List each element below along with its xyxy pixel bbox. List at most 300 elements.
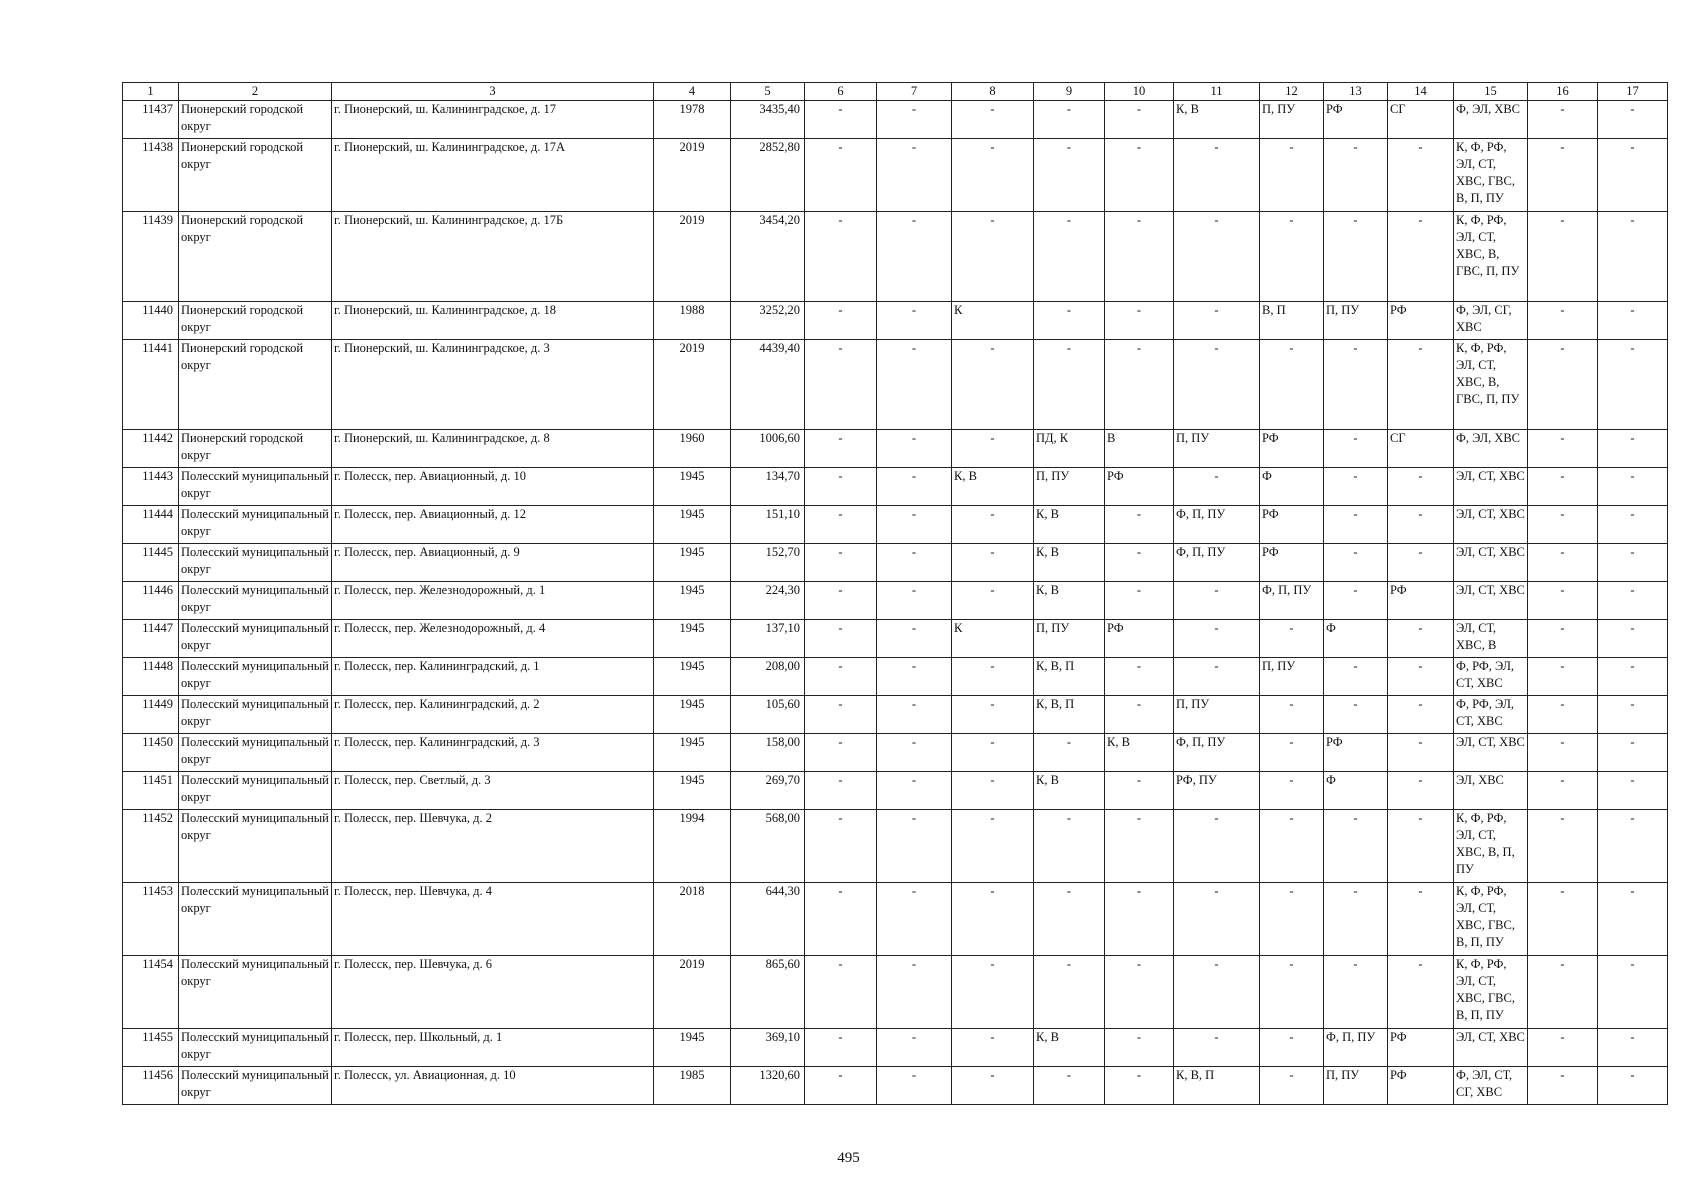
cell-col-17: - — [1598, 1067, 1668, 1105]
cell-col-15: ЭЛ, СТ, ХВС — [1454, 582, 1528, 620]
cell-col-15: ЭЛ, СТ, ХВС — [1454, 544, 1528, 582]
cell-col-13: - — [1324, 212, 1388, 302]
cell-year: 1945 — [654, 772, 731, 810]
cell-col-7: - — [877, 810, 952, 883]
cell-address: г. Полесск, пер. Авиационный, д. 9 — [332, 544, 654, 582]
cell-record-id: 11439 — [123, 212, 179, 302]
table-row — [123, 956, 1668, 1029]
cell-col-12: Ф, П, ПУ — [1260, 582, 1324, 620]
cell-address: г. Полесск, пер. Шевчука, д. 6 — [332, 956, 654, 1029]
column-header-5: 5 — [731, 83, 805, 101]
column-header-3: 3 — [332, 83, 654, 101]
cell-col-14: - — [1388, 544, 1454, 582]
cell-municipality: Полесский муниципальный округ — [179, 620, 332, 658]
cell-col-13: - — [1324, 139, 1388, 212]
cell-col-9: К, В — [1034, 582, 1105, 620]
cell-col-10: - — [1105, 544, 1174, 582]
cell-municipality: Полесский муниципальный округ — [179, 1029, 332, 1067]
cell-col-14: - — [1388, 139, 1454, 212]
cell-record-id: 11451 — [123, 772, 179, 810]
cell-col-7: - — [877, 212, 952, 302]
cell-col-13: - — [1324, 956, 1388, 1029]
cell-col-15: Ф, РФ, ЭЛ, СТ, ХВС — [1454, 658, 1528, 696]
cell-col-6: - — [805, 734, 877, 772]
cell-year: 1945 — [654, 658, 731, 696]
cell-area: 3454,20 — [731, 212, 805, 302]
cell-col-17: - — [1598, 506, 1668, 544]
cell-col-9: - — [1034, 302, 1105, 340]
cell-col-13: Ф, П, ПУ — [1324, 1029, 1388, 1067]
cell-col-6: - — [805, 544, 877, 582]
cell-col-16: - — [1528, 956, 1598, 1029]
cell-year: 1945 — [654, 544, 731, 582]
cell-col-14: РФ — [1388, 1067, 1454, 1105]
cell-record-id: 11456 — [123, 1067, 179, 1105]
cell-col-16: - — [1528, 212, 1598, 302]
cell-col-14: - — [1388, 658, 1454, 696]
cell-municipality: Полесский муниципальный округ — [179, 658, 332, 696]
cell-record-id: 11446 — [123, 582, 179, 620]
cell-col-8: - — [952, 1029, 1034, 1067]
cell-col-15: К, Ф, РФ, ЭЛ, СТ, ХВС, ГВС, В, П, ПУ — [1454, 139, 1528, 212]
cell-col-8: - — [952, 582, 1034, 620]
cell-record-id: 11440 — [123, 302, 179, 340]
cell-municipality: Пионерский городской округ — [179, 302, 332, 340]
table-row — [123, 883, 1668, 956]
cell-address: г. Полесск, пер. Калининградский, д. 2 — [332, 696, 654, 734]
column-header-12: 12 — [1260, 83, 1324, 101]
cell-area: 1006,60 — [731, 430, 805, 468]
cell-col-12: - — [1260, 340, 1324, 430]
table-row — [123, 658, 1668, 696]
cell-col-17: - — [1598, 340, 1668, 430]
cell-col-14: РФ — [1388, 1029, 1454, 1067]
cell-municipality: Пионерский городской округ — [179, 101, 332, 139]
cell-area: 1320,60 — [731, 1067, 805, 1105]
cell-col-13: П, ПУ — [1324, 1067, 1388, 1105]
cell-record-id: 11442 — [123, 430, 179, 468]
cell-col-8: - — [952, 696, 1034, 734]
column-header-6: 6 — [805, 83, 877, 101]
cell-year: 2019 — [654, 340, 731, 430]
cell-municipality: Полесский муниципальный округ — [179, 810, 332, 883]
cell-record-id: 11447 — [123, 620, 179, 658]
cell-col-12: - — [1260, 772, 1324, 810]
cell-area: 3252,20 — [731, 302, 805, 340]
cell-col-12: - — [1260, 696, 1324, 734]
cell-col-17: - — [1598, 810, 1668, 883]
cell-year: 1945 — [654, 506, 731, 544]
cell-col-9: - — [1034, 734, 1105, 772]
cell-col-11: - — [1174, 658, 1260, 696]
cell-col-10: - — [1105, 506, 1174, 544]
cell-col-8: - — [952, 658, 1034, 696]
cell-record-id: 11449 — [123, 696, 179, 734]
cell-col-16: - — [1528, 1067, 1598, 1105]
cell-area: 158,00 — [731, 734, 805, 772]
cell-col-14: - — [1388, 883, 1454, 956]
cell-col-7: - — [877, 506, 952, 544]
cell-col-7: - — [877, 772, 952, 810]
cell-col-11: - — [1174, 340, 1260, 430]
cell-col-7: - — [877, 1029, 952, 1067]
cell-col-16: - — [1528, 544, 1598, 582]
cell-col-6: - — [805, 506, 877, 544]
cell-year: 1994 — [654, 810, 731, 883]
cell-col-10: - — [1105, 1029, 1174, 1067]
cell-area: 568,00 — [731, 810, 805, 883]
cell-col-12: Ф — [1260, 468, 1324, 506]
cell-col-10: РФ — [1105, 468, 1174, 506]
cell-col-9: - — [1034, 101, 1105, 139]
cell-col-11: Ф, П, ПУ — [1174, 544, 1260, 582]
cell-col-11: - — [1174, 139, 1260, 212]
table-row — [123, 302, 1668, 340]
cell-col-13: РФ — [1324, 101, 1388, 139]
cell-col-16: - — [1528, 658, 1598, 696]
cell-col-14: СГ — [1388, 430, 1454, 468]
table-row — [123, 139, 1668, 212]
cell-col-7: - — [877, 302, 952, 340]
cell-record-id: 11437 — [123, 101, 179, 139]
cell-col-6: - — [805, 696, 877, 734]
table-body — [123, 101, 1668, 1105]
cell-col-14: - — [1388, 340, 1454, 430]
cell-col-10: - — [1105, 956, 1174, 1029]
cell-col-12: - — [1260, 620, 1324, 658]
cell-col-16: - — [1528, 340, 1598, 430]
cell-col-17: - — [1598, 772, 1668, 810]
cell-col-10: - — [1105, 340, 1174, 430]
cell-col-9: - — [1034, 883, 1105, 956]
cell-col-14: РФ — [1388, 582, 1454, 620]
table-row — [123, 582, 1668, 620]
cell-area: 105,60 — [731, 696, 805, 734]
cell-year: 1985 — [654, 1067, 731, 1105]
cell-col-14: - — [1388, 212, 1454, 302]
cell-address: г. Пионерский, ш. Калининградское, д. 17Б — [332, 212, 654, 302]
cell-address: г. Полесск, пер. Светлый, д. 3 — [332, 772, 654, 810]
cell-col-8: К — [952, 620, 1034, 658]
cell-municipality: Пионерский городской округ — [179, 340, 332, 430]
cell-year: 1945 — [654, 734, 731, 772]
table-row — [123, 810, 1668, 883]
cell-col-14: - — [1388, 734, 1454, 772]
cell-col-17: - — [1598, 430, 1668, 468]
column-header-16: 16 — [1528, 83, 1598, 101]
cell-col-11: - — [1174, 302, 1260, 340]
cell-col-7: - — [877, 696, 952, 734]
cell-municipality: Полесский муниципальный округ — [179, 956, 332, 1029]
cell-year: 2018 — [654, 883, 731, 956]
cell-municipality: Полесский муниципальный округ — [179, 506, 332, 544]
column-header-15: 15 — [1454, 83, 1528, 101]
cell-col-11: Ф, П, ПУ — [1174, 506, 1260, 544]
cell-col-15: ЭЛ, ХВС — [1454, 772, 1528, 810]
cell-col-13: П, ПУ — [1324, 302, 1388, 340]
cell-col-8: - — [952, 956, 1034, 1029]
cell-area: 4439,40 — [731, 340, 805, 430]
cell-address: г. Полесск, пер. Школьный, д. 1 — [332, 1029, 654, 1067]
cell-col-6: - — [805, 101, 877, 139]
table-row — [123, 734, 1668, 772]
cell-area: 152,70 — [731, 544, 805, 582]
cell-col-6: - — [805, 468, 877, 506]
cell-col-7: - — [877, 101, 952, 139]
cell-col-16: - — [1528, 139, 1598, 212]
cell-col-7: - — [877, 582, 952, 620]
cell-year: 1945 — [654, 620, 731, 658]
cell-record-id: 11444 — [123, 506, 179, 544]
cell-col-6: - — [805, 883, 877, 956]
cell-col-7: - — [877, 468, 952, 506]
cell-col-9: К, В — [1034, 506, 1105, 544]
cell-year: 1978 — [654, 101, 731, 139]
cell-col-12: П, ПУ — [1260, 658, 1324, 696]
cell-record-id: 11441 — [123, 340, 179, 430]
cell-col-10: - — [1105, 302, 1174, 340]
cell-col-13: - — [1324, 696, 1388, 734]
cell-col-8: - — [952, 544, 1034, 582]
cell-col-13: - — [1324, 883, 1388, 956]
cell-col-12: - — [1260, 810, 1324, 883]
cell-col-17: - — [1598, 696, 1668, 734]
cell-col-11: - — [1174, 956, 1260, 1029]
cell-col-11: К, В — [1174, 101, 1260, 139]
cell-col-15: ЭЛ, СТ, ХВС, В — [1454, 620, 1528, 658]
cell-col-12: - — [1260, 1029, 1324, 1067]
cell-municipality: Пионерский городской округ — [179, 139, 332, 212]
table-row — [123, 101, 1668, 139]
cell-col-12: - — [1260, 734, 1324, 772]
cell-area: 3435,40 — [731, 101, 805, 139]
cell-municipality: Полесский муниципальный округ — [179, 582, 332, 620]
cell-col-16: - — [1528, 1029, 1598, 1067]
column-header-9: 9 — [1034, 83, 1105, 101]
cell-municipality: Полесский муниципальный округ — [179, 734, 332, 772]
cell-col-14: - — [1388, 810, 1454, 883]
cell-col-16: - — [1528, 810, 1598, 883]
cell-record-id: 11453 — [123, 883, 179, 956]
cell-col-10: - — [1105, 139, 1174, 212]
cell-col-11: РФ, ПУ — [1174, 772, 1260, 810]
cell-col-13: - — [1324, 544, 1388, 582]
cell-col-17: - — [1598, 1029, 1668, 1067]
cell-col-14: РФ — [1388, 302, 1454, 340]
cell-col-13: - — [1324, 582, 1388, 620]
cell-year: 2019 — [654, 956, 731, 1029]
cell-col-6: - — [805, 340, 877, 430]
cell-col-16: - — [1528, 620, 1598, 658]
cell-col-17: - — [1598, 620, 1668, 658]
cell-col-10: - — [1105, 1067, 1174, 1105]
cell-col-7: - — [877, 544, 952, 582]
housing-register-table — [122, 82, 1668, 1105]
cell-municipality: Пионерский городской округ — [179, 430, 332, 468]
cell-col-7: - — [877, 340, 952, 430]
cell-address: г. Полесск, пер. Железнодорожный, д. 1 — [332, 582, 654, 620]
cell-col-15: К, Ф, РФ, ЭЛ, СТ, ХВС, В, ГВС, П, ПУ — [1454, 340, 1528, 430]
cell-col-17: - — [1598, 212, 1668, 302]
cell-col-11: - — [1174, 810, 1260, 883]
cell-col-14: - — [1388, 772, 1454, 810]
cell-address: г. Пионерский, ш. Калининградское, д. 18 — [332, 302, 654, 340]
table-row — [123, 1067, 1668, 1105]
cell-col-16: - — [1528, 506, 1598, 544]
cell-col-16: - — [1528, 302, 1598, 340]
cell-col-17: - — [1598, 658, 1668, 696]
cell-area: 151,10 — [731, 506, 805, 544]
cell-col-10: - — [1105, 810, 1174, 883]
table-row — [123, 544, 1668, 582]
cell-col-6: - — [805, 1067, 877, 1105]
cell-col-15: Ф, ЭЛ, ХВС — [1454, 101, 1528, 139]
cell-col-6: - — [805, 956, 877, 1029]
cell-col-17: - — [1598, 139, 1668, 212]
cell-col-8: - — [952, 101, 1034, 139]
table-row — [123, 696, 1668, 734]
cell-municipality: Полесский муниципальный округ — [179, 1067, 332, 1105]
cell-record-id: 11455 — [123, 1029, 179, 1067]
cell-record-id: 11448 — [123, 658, 179, 696]
cell-col-6: - — [805, 658, 877, 696]
cell-area: 644,30 — [731, 883, 805, 956]
cell-col-14: СГ — [1388, 101, 1454, 139]
cell-col-13: - — [1324, 658, 1388, 696]
cell-col-11: - — [1174, 468, 1260, 506]
table-row — [123, 620, 1668, 658]
cell-area: 865,60 — [731, 956, 805, 1029]
cell-col-7: - — [877, 1067, 952, 1105]
cell-col-9: П, ПУ — [1034, 620, 1105, 658]
column-header-17: 17 — [1598, 83, 1668, 101]
cell-area: 369,10 — [731, 1029, 805, 1067]
cell-col-12: - — [1260, 139, 1324, 212]
cell-col-6: - — [805, 620, 877, 658]
cell-col-15: ЭЛ, СТ, ХВС — [1454, 468, 1528, 506]
column-header-10: 10 — [1105, 83, 1174, 101]
cell-col-17: - — [1598, 956, 1668, 1029]
cell-col-13: Ф — [1324, 772, 1388, 810]
table-row — [123, 212, 1668, 302]
column-header-7: 7 — [877, 83, 952, 101]
column-header-2: 2 — [179, 83, 332, 101]
cell-col-14: - — [1388, 696, 1454, 734]
cell-col-8: К — [952, 302, 1034, 340]
cell-col-9: К, В — [1034, 772, 1105, 810]
cell-col-17: - — [1598, 582, 1668, 620]
cell-col-6: - — [805, 212, 877, 302]
cell-area: 134,70 — [731, 468, 805, 506]
cell-col-12: - — [1260, 956, 1324, 1029]
cell-col-10: - — [1105, 212, 1174, 302]
cell-col-6: - — [805, 139, 877, 212]
cell-col-15: К, Ф, РФ, ЭЛ, СТ, ХВС, ГВС, В, П, ПУ — [1454, 883, 1528, 956]
cell-area: 137,10 — [731, 620, 805, 658]
column-number-header-row — [123, 83, 1668, 101]
cell-col-15: К, Ф, РФ, ЭЛ, СТ, ХВС, ГВС, В, П, ПУ — [1454, 956, 1528, 1029]
cell-col-13: - — [1324, 340, 1388, 430]
cell-col-11: К, В, П — [1174, 1067, 1260, 1105]
cell-col-6: - — [805, 772, 877, 810]
cell-address: г. Полесск, пер. Авиационный, д. 10 — [332, 468, 654, 506]
cell-address: г. Пионерский, ш. Калининградское, д. 8 — [332, 430, 654, 468]
cell-col-8: - — [952, 883, 1034, 956]
table-row — [123, 506, 1668, 544]
cell-area: 2852,80 — [731, 139, 805, 212]
cell-col-9: - — [1034, 810, 1105, 883]
cell-col-17: - — [1598, 468, 1668, 506]
cell-municipality: Пионерский городской округ — [179, 212, 332, 302]
cell-col-9: - — [1034, 212, 1105, 302]
cell-col-16: - — [1528, 772, 1598, 810]
cell-col-10: - — [1105, 658, 1174, 696]
cell-col-8: - — [952, 1067, 1034, 1105]
cell-col-12: - — [1260, 1067, 1324, 1105]
cell-col-9: К, В, П — [1034, 658, 1105, 696]
cell-col-17: - — [1598, 734, 1668, 772]
cell-col-16: - — [1528, 734, 1598, 772]
cell-col-8: - — [952, 212, 1034, 302]
column-header-4: 4 — [654, 83, 731, 101]
cell-col-8: - — [952, 810, 1034, 883]
cell-col-16: - — [1528, 430, 1598, 468]
cell-col-7: - — [877, 956, 952, 1029]
cell-col-8: - — [952, 734, 1034, 772]
column-header-11: 11 — [1174, 83, 1260, 101]
cell-col-13: Ф — [1324, 620, 1388, 658]
cell-col-16: - — [1528, 696, 1598, 734]
cell-col-9: ПД, К — [1034, 430, 1105, 468]
table-row — [123, 772, 1668, 810]
cell-col-12: П, ПУ — [1260, 101, 1324, 139]
cell-col-9: - — [1034, 139, 1105, 212]
cell-address: г. Пионерский, ш. Калининградское, д. 3 — [332, 340, 654, 430]
cell-col-8: - — [952, 506, 1034, 544]
column-header-14: 14 — [1388, 83, 1454, 101]
cell-col-7: - — [877, 734, 952, 772]
table-row — [123, 468, 1668, 506]
cell-municipality: Полесский муниципальный округ — [179, 696, 332, 734]
cell-col-10: - — [1105, 582, 1174, 620]
cell-year: 2019 — [654, 139, 731, 212]
cell-col-15: ЭЛ, СТ, ХВС — [1454, 506, 1528, 544]
cell-col-11: П, ПУ — [1174, 430, 1260, 468]
cell-address: г. Пионерский, ш. Калининградское, д. 17 — [332, 101, 654, 139]
cell-col-6: - — [805, 302, 877, 340]
cell-col-16: - — [1528, 883, 1598, 956]
cell-col-12: РФ — [1260, 544, 1324, 582]
cell-col-17: - — [1598, 883, 1668, 956]
cell-col-10: - — [1105, 696, 1174, 734]
cell-address: г. Полесск, ул. Авиационная, д. 10 — [332, 1067, 654, 1105]
cell-municipality: Полесский муниципальный округ — [179, 772, 332, 810]
cell-col-12: - — [1260, 883, 1324, 956]
cell-col-13: РФ — [1324, 734, 1388, 772]
cell-col-14: - — [1388, 620, 1454, 658]
cell-col-14: - — [1388, 506, 1454, 544]
cell-area: 224,30 — [731, 582, 805, 620]
cell-address: г. Полесск, пер. Калининградский, д. 1 — [332, 658, 654, 696]
cell-col-13: - — [1324, 506, 1388, 544]
cell-col-13: - — [1324, 430, 1388, 468]
cell-col-17: - — [1598, 302, 1668, 340]
cell-col-11: - — [1174, 1029, 1260, 1067]
cell-col-14: - — [1388, 468, 1454, 506]
cell-col-11: - — [1174, 883, 1260, 956]
cell-col-15: К, Ф, РФ, ЭЛ, СТ, ХВС, В, ГВС, П, ПУ — [1454, 212, 1528, 302]
cell-record-id: 11452 — [123, 810, 179, 883]
